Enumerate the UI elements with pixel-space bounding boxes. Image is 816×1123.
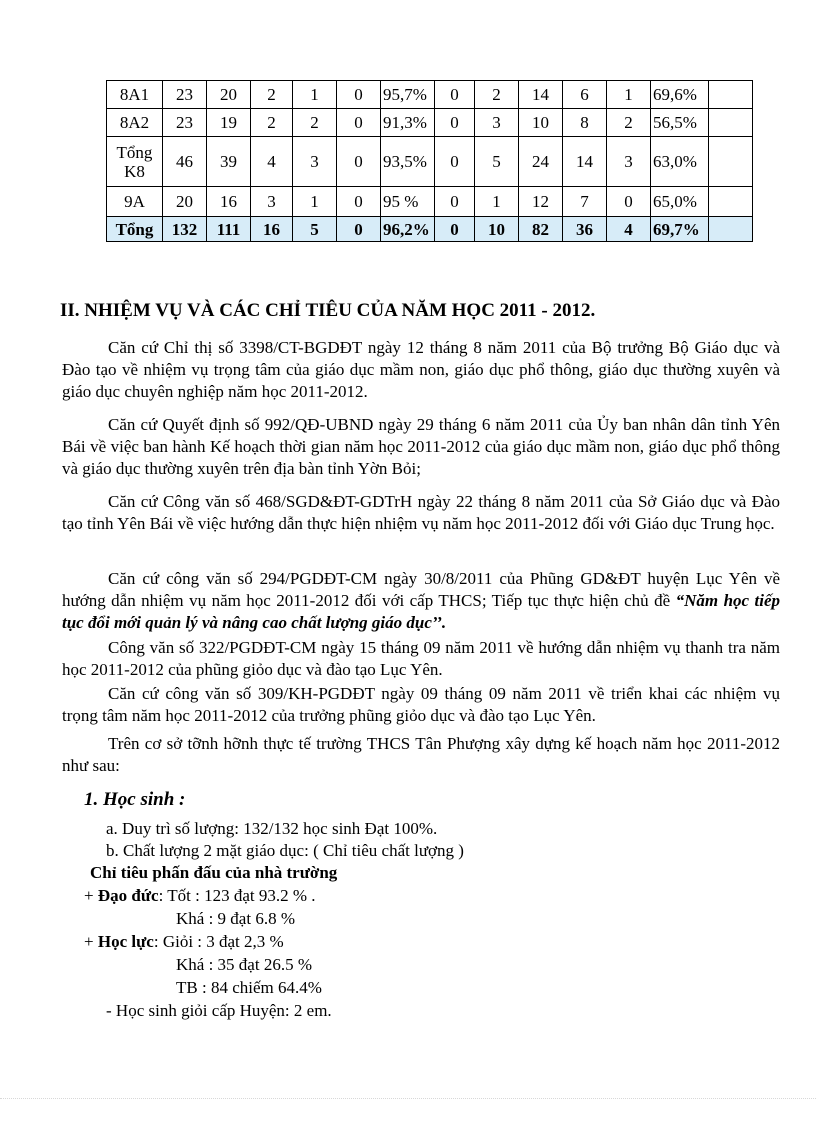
table-cell: 0: [435, 137, 475, 187]
table-cell: 3: [293, 137, 337, 187]
table-cell: [709, 81, 753, 109]
table-cell: 10: [475, 217, 519, 242]
table-cell: 0: [435, 81, 475, 109]
conduct-good-row: + Đạo đức: Tốt : 123 đạt 93.2 % .: [84, 886, 316, 905]
row-label-cell: 8A2: [107, 109, 163, 137]
table-row: [107, 109, 753, 137]
table-cell: 1: [293, 187, 337, 217]
table-cell: 5: [293, 217, 337, 242]
academic-excellent-value: : Giỏi : 3 đạt 2,3 %: [153, 932, 284, 951]
table-cell: 20: [207, 81, 251, 109]
results-table: [106, 80, 753, 242]
table-cell: 0: [435, 187, 475, 217]
table-cell: 93,5%: [381, 137, 435, 187]
table-cell: 95,7%: [381, 81, 435, 109]
conduct-good-value: : Tốt : 123 đạt 93.2 % .: [158, 886, 316, 905]
target-heading: Chỉ tiêu phấn đấu của nhà trường: [90, 863, 338, 882]
table-cell: 16: [251, 217, 293, 242]
table-cell: 2: [251, 109, 293, 137]
table-cell: 3: [607, 137, 651, 187]
table-cell: 91,3%: [381, 109, 435, 137]
page-bottom-edge: [0, 1098, 816, 1099]
table-cell: 82: [519, 217, 563, 242]
table-cell: 0: [337, 187, 381, 217]
table-cell: 2: [293, 109, 337, 137]
conduct-fair-row: Khá : 9 đạt 6.8 %: [176, 909, 295, 928]
district-excellent-row: - Học sinh giỏi cấp Huyện: 2 em.: [106, 1001, 332, 1020]
row-label-cell: Tổng: [107, 217, 163, 242]
table-row: [107, 137, 753, 187]
table-cell: 7: [563, 187, 607, 217]
table-cell: 4: [607, 217, 651, 242]
table-cell: 132: [163, 217, 207, 242]
paragraph-cong-van-294: [62, 568, 780, 634]
table-cell: 1: [293, 81, 337, 109]
table-cell: 24: [519, 137, 563, 187]
table-cell: 14: [519, 81, 563, 109]
table-cell: 0: [607, 187, 651, 217]
table-cell: [709, 109, 753, 137]
table-cell: 1: [475, 187, 519, 217]
table-row: [107, 187, 753, 217]
table-total-row: [107, 217, 753, 242]
academic-good-row: Khá : 35 đạt 26.5 %: [176, 955, 312, 974]
cong-van-294-text: Căn cứ công văn số 294/PGDĐT-CM ngày 30/8/2011 của Phũng GD&ĐT huyện Lục Yên về hướng dẫn nhiệm vụ năm học 2011-2012 đối với cấp THCS; Tiếp tục thực hiện chủ đề: [62, 569, 780, 610]
table-cell: 5: [475, 137, 519, 187]
table-cell: 46: [163, 137, 207, 187]
academic-average-row: TB : 84 chiếm 64.4%: [176, 978, 322, 997]
table-cell: 10: [519, 109, 563, 137]
section-heading: II. NHIỆM VỤ VÀ CÁC CHỈ TIÊU CỦA NĂM HỌC 2011 - 2012.: [60, 300, 596, 321]
table-cell: 0: [337, 137, 381, 187]
academic-excellent-row: + Học lực: Giỏi : 3 đạt 2,3 %: [84, 932, 284, 951]
table-cell: 0: [435, 109, 475, 137]
row-label-cell: Tổng K8: [107, 137, 163, 187]
table-cell: 1: [607, 81, 651, 109]
table-cell: 65,0%: [651, 187, 709, 217]
students-quality: b. Chất lượng 2 mặt giáo dục: ( Chỉ tiêu chất lượng ): [106, 841, 464, 860]
table-cell: 0: [337, 81, 381, 109]
table-cell: 96,2%: [381, 217, 435, 242]
table-cell: 2: [251, 81, 293, 109]
table-cell: 3: [251, 187, 293, 217]
theme-quote: “Năm học tiếp tục đổi mới quản lý và nâng cao chất lượng giáo dục’’.: [62, 591, 781, 632]
paragraph-co-so: Trên cơ sở tỡnh hỡnh thực tế trường THCS Tân Phượng xây dựng kế hoạch năm học 2011-2012 như sau:: [62, 734, 780, 775]
table-cell: 3: [475, 109, 519, 137]
table-cell: 56,5%: [651, 109, 709, 137]
paragraph-cong-van-468: Căn cứ Công văn số 468/SGD&ĐT-GDTrH ngày 22 tháng 8 năm 2011 của Sở Giáo dục và Đào tạo tỉnh Yên Bái về việc hướng dẫn thực hiện nhiệm vụ năm học 2011-2012 đối với Giáo dục Trung học.: [62, 492, 780, 533]
paragraph-quyet-dinh: Căn cứ Quyết định số 992/QĐ-UBND ngày 29 tháng 6 năm 2011 của Ủy ban nhân dân tỉnh Yên Bái về việc ban hành Kế hoạch thời gian năm học 2011-2012 của giáo dục mầm non, giáo dục phổ thông và giáo dục thường xuyên trên địa bàn tỉnh Yờn Bỏi;: [62, 415, 780, 478]
table-cell: 12: [519, 187, 563, 217]
results-table-body: [107, 81, 753, 242]
table-cell: 111: [207, 217, 251, 242]
table-cell: 23: [163, 109, 207, 137]
table-cell: 69,6%: [651, 81, 709, 109]
table-cell: 16: [207, 187, 251, 217]
table-row: [107, 81, 753, 109]
table-cell: 0: [337, 217, 381, 242]
students-count: a. Duy trì số lượng: 132/132 học sinh Đạt 100%.: [106, 819, 438, 838]
table-cell: 95 %: [381, 187, 435, 217]
table-cell: 4: [251, 137, 293, 187]
table-cell: 6: [563, 81, 607, 109]
table-cell: 19: [207, 109, 251, 137]
table-cell: 69,7%: [651, 217, 709, 242]
table-cell: 2: [607, 109, 651, 137]
table-cell: [709, 217, 753, 242]
paragraph-chi-thi: Căn cứ Chỉ thị số 3398/CT-BGDĐT ngày 12 tháng 8 năm 2011 của Bộ trưởng Bộ Giáo dục và Đào tạo về nhiệm vụ trọng tâm của giáo dục mầm non, giáo dục phổ thông, giáo dục thường xuyên và giáo dục chuyên nghiệp năm học 2011-2012.: [62, 338, 780, 401]
table-cell: 63,0%: [651, 137, 709, 187]
paragraph-cong-van-309: Căn cứ công văn số 309/KH-PGDĐT ngày 09 tháng 09 năm 2011 về triển khai các nhiệm vụ trọng tâm năm học 2011-2012 của trưởng phũng giỏo dục và đào tạo Lục Yên.: [62, 684, 780, 725]
conduct-label: Đạo đức: [97, 886, 159, 905]
students-heading: 1. Học sinh :: [84, 789, 186, 810]
table-cell: 20: [163, 187, 207, 217]
table-cell: 36: [563, 217, 607, 242]
row-label-cell: 9A: [107, 187, 163, 217]
academic-label: Học lực: [97, 932, 154, 951]
paragraph-cong-van-322: Công văn số 322/PGDĐT-CM ngày 15 tháng 09 năm 2011 về hướng dẫn nhiệm vụ thanh tra năm học 2011-2012 của phũng giỏo dục và đào tạo Lục Yên.: [62, 638, 780, 679]
table-cell: 39: [207, 137, 251, 187]
table-cell: 14: [563, 137, 607, 187]
table-cell: 23: [163, 81, 207, 109]
table-cell: [709, 187, 753, 217]
row-label-cell: 8A1: [107, 81, 163, 109]
table-cell: 0: [435, 217, 475, 242]
table-cell: [709, 137, 753, 187]
table-cell: 0: [337, 109, 381, 137]
table-cell: 2: [475, 81, 519, 109]
table-cell: 8: [563, 109, 607, 137]
